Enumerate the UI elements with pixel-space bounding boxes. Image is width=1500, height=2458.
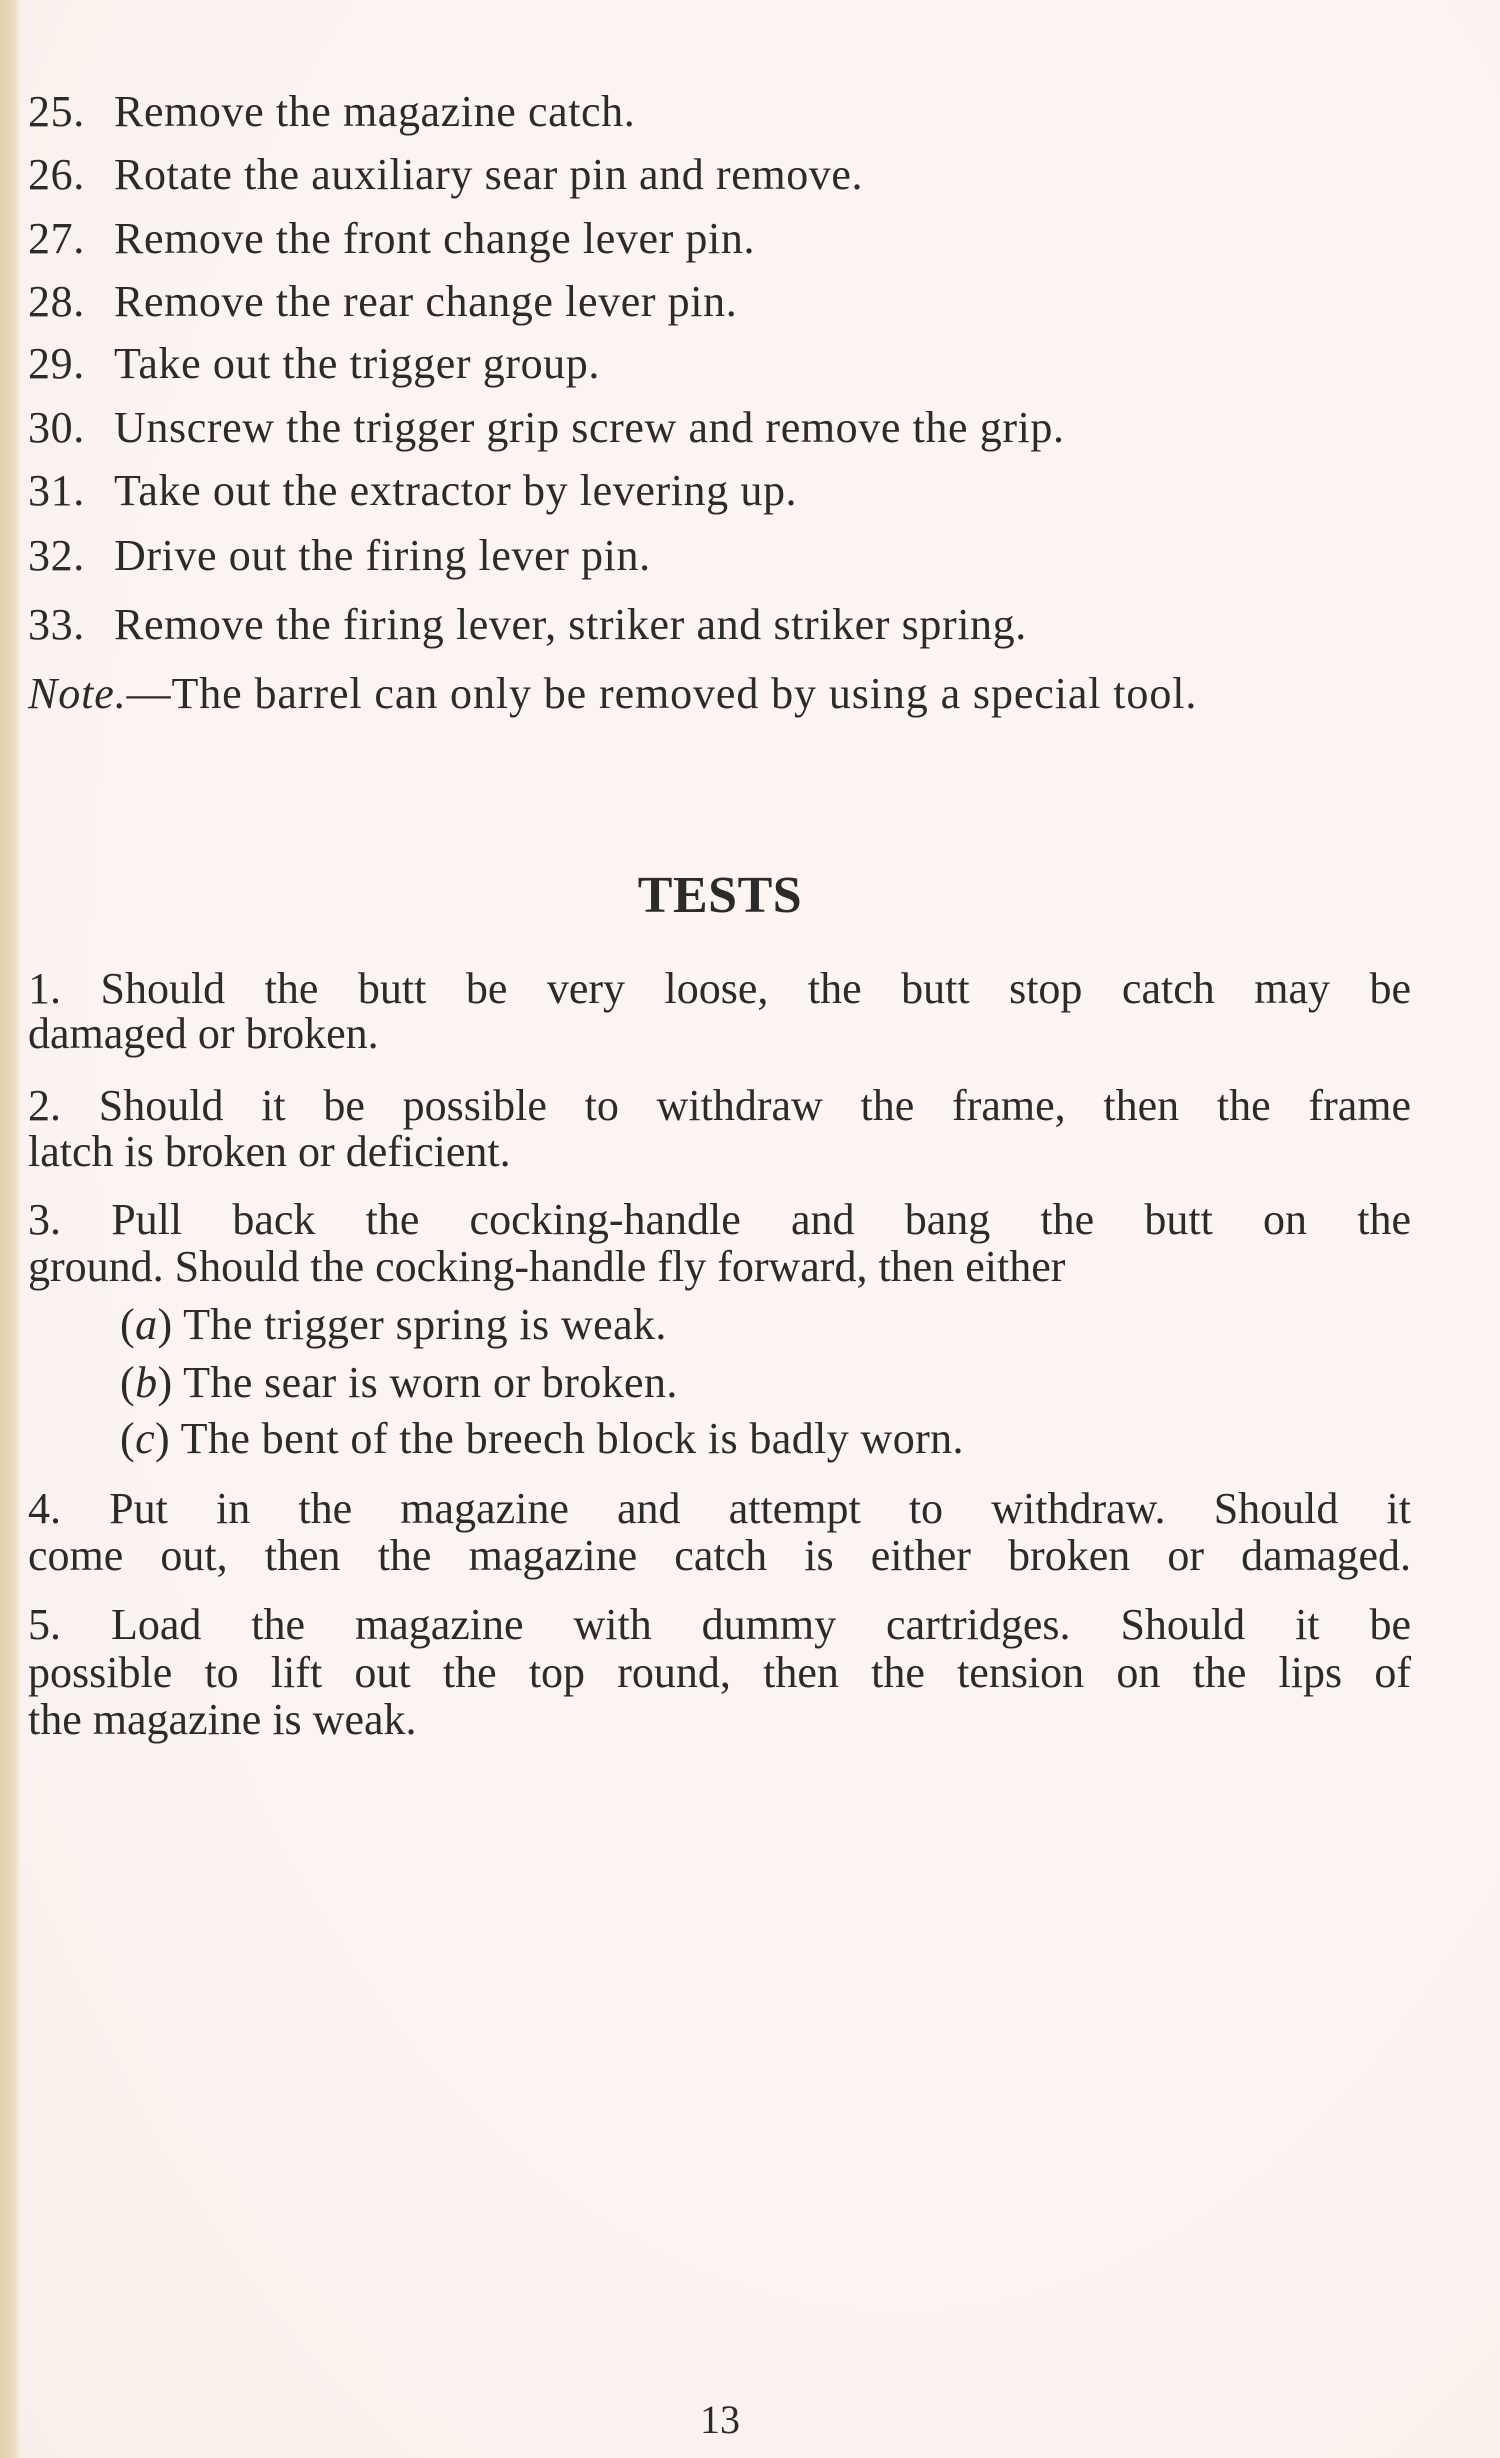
subitem-text: The bent of the breech block is badly worn. xyxy=(180,1414,964,1463)
step-text: Take out the extractor by levering up. xyxy=(114,466,798,515)
step-text: Remove the front change lever pin. xyxy=(114,214,756,263)
test-subitem-c: (c) The bent of the breech block is badly worn. xyxy=(120,1414,964,1463)
test-subitem-a: (a) The trigger spring is weak. xyxy=(120,1300,667,1349)
test-item-4-line-1: 4. Put in the magazine and attempt to withdraw. Should it xyxy=(28,1484,1411,1533)
step-text: Take out the trigger group. xyxy=(114,339,600,388)
step-number: 33. xyxy=(28,600,85,649)
step-text: Remove the magazine catch. xyxy=(114,87,636,136)
step-text: Drive out the firing lever pin. xyxy=(114,531,651,580)
step-number: 30. xyxy=(28,403,85,452)
step-number: 25. xyxy=(28,87,85,136)
step-item xyxy=(28,150,864,199)
step-number: 32. xyxy=(28,531,85,580)
note-label: Note. xyxy=(28,669,127,718)
step-item xyxy=(28,87,636,136)
step-item xyxy=(28,403,1065,452)
subitem-text: The sear is worn or broken. xyxy=(183,1358,678,1407)
subitem-text: The trigger spring is weak. xyxy=(183,1300,667,1349)
test-item-3-line-2: ground. Should the cocking-handle fly forward, then either xyxy=(28,1242,1066,1291)
test-item-5-line-2: possible to lift out the top round, then the tension on the lips of xyxy=(28,1648,1411,1697)
test-item-3-line-1: 3. Pull back the cocking-handle and bang the butt on the xyxy=(28,1195,1411,1244)
step-text: Remove the firing lever, striker and striker spring. xyxy=(114,600,1027,649)
test-item-5-line-1: 5. Load the magazine with dummy cartridges. Should it be xyxy=(28,1600,1411,1649)
step-number: 31. xyxy=(28,466,85,515)
test-item-2-line-2: latch is broken or deficient. xyxy=(28,1127,511,1176)
step-item xyxy=(28,531,651,580)
note-text: —The barrel can only be removed by using a special tool. xyxy=(126,669,1198,718)
section-heading-tests: TESTS xyxy=(637,867,803,924)
step-number: 29. xyxy=(28,339,85,388)
step-number: 28. xyxy=(28,277,85,326)
subitem-label: a xyxy=(135,1300,158,1349)
test-item-1-line-1: 1. Should the butt be very loose, the butt stop catch may be xyxy=(28,964,1411,1013)
step-item xyxy=(28,600,1027,649)
step-item xyxy=(28,466,798,515)
step-number: 27. xyxy=(28,214,85,263)
step-item xyxy=(28,339,600,388)
test-subitem-b: (b) The sear is worn or broken. xyxy=(120,1358,678,1407)
step-text: Rotate the auxiliary sear pin and remove. xyxy=(114,150,864,199)
step-text: Unscrew the trigger grip screw and remove the grip. xyxy=(114,403,1065,452)
note xyxy=(28,669,1198,718)
test-item-5-line-3: the magazine is weak. xyxy=(28,1695,417,1744)
page-binding-edge xyxy=(0,0,20,2458)
test-item-2-line-1: 2. Should it be possible to withdraw the frame, then the frame xyxy=(28,1081,1411,1130)
step-number: 26. xyxy=(28,150,85,199)
step-text: Remove the rear change lever pin. xyxy=(114,277,738,326)
step-item xyxy=(28,214,756,263)
subitem-label: c xyxy=(135,1414,155,1463)
subitem-label: b xyxy=(135,1358,158,1407)
page-number: 13 xyxy=(700,2397,740,2442)
step-item xyxy=(28,277,738,326)
test-item-1-line-2: damaged or broken. xyxy=(28,1009,379,1058)
test-item-4-line-2: come out, then the magazine catch is either broken or damaged. xyxy=(28,1531,1411,1580)
